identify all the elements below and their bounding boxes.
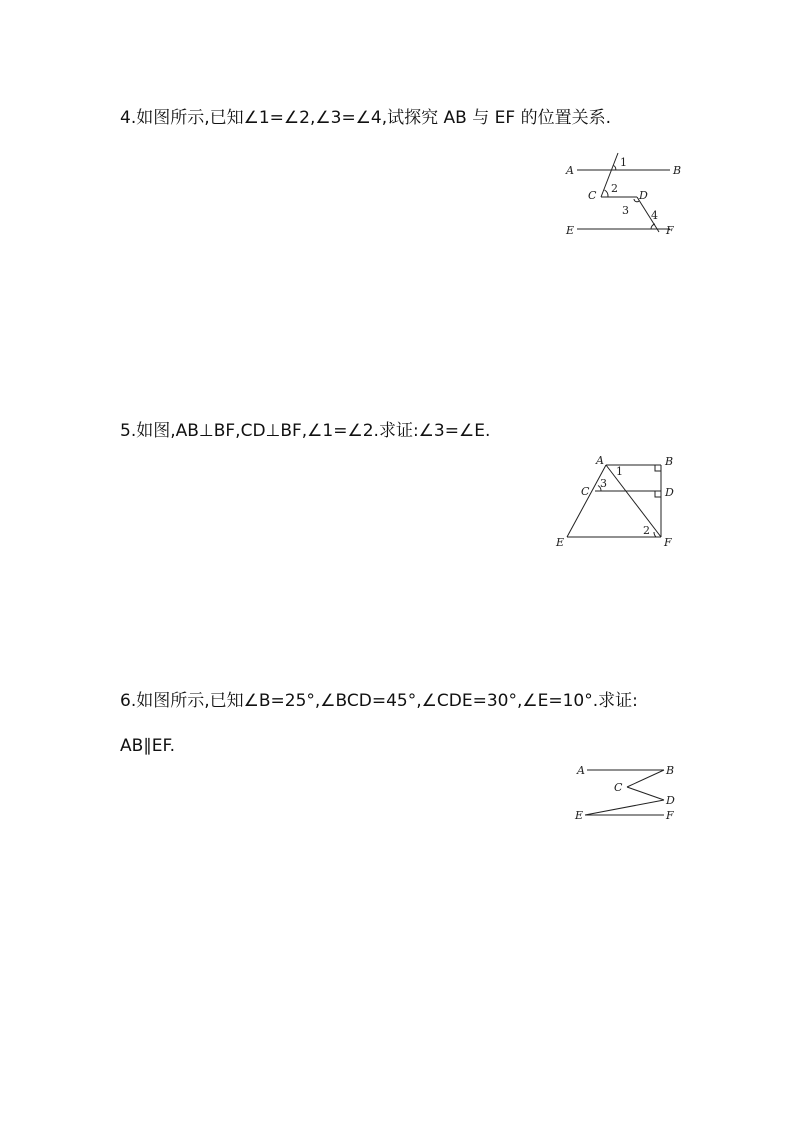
angle-2-arc bbox=[605, 190, 609, 197]
right-angle-d bbox=[655, 491, 661, 497]
question-6-text-line2: AB∥EF. bbox=[120, 736, 175, 756]
segment-de bbox=[585, 800, 664, 815]
point-f-label: F bbox=[666, 809, 674, 822]
point-d-label: D bbox=[639, 189, 648, 202]
angle-2-label: 2 bbox=[643, 524, 650, 537]
segment-cd bbox=[627, 787, 664, 800]
point-c-label: C bbox=[588, 189, 597, 202]
point-e-label: E bbox=[556, 536, 565, 549]
point-d-label: D bbox=[666, 794, 675, 807]
segment-bc bbox=[627, 770, 664, 787]
angle-2-label: 2 bbox=[611, 182, 618, 195]
point-e-label: E bbox=[575, 809, 584, 822]
question-4-text: 4.如图所示,已知∠1=∠2,∠3=∠4,试探究 AB 与 EF 的位置关系. bbox=[120, 108, 611, 128]
point-a-label: A bbox=[566, 164, 574, 177]
angle-1-arc bbox=[614, 166, 616, 170]
angle-1-label: 1 bbox=[616, 465, 623, 478]
point-f-label: F bbox=[664, 536, 672, 549]
point-b-label: B bbox=[665, 455, 674, 468]
question-5-figure bbox=[550, 450, 690, 550]
question-5-text: 5.如图,AB⊥BF,CD⊥BF,∠1=∠2.求证:∠3=∠E. bbox=[120, 421, 491, 441]
question-6-text-line1: 6.如图所示,已知∠B=25°,∠BCD=45°,∠CDE=30°,∠E=10°.求证: bbox=[120, 691, 638, 711]
point-c-label: C bbox=[614, 781, 623, 794]
point-f-label: F bbox=[666, 224, 674, 237]
question-6-figure bbox=[570, 760, 685, 825]
point-b-label: B bbox=[673, 164, 682, 177]
point-a-label: A bbox=[596, 454, 604, 467]
point-c-label: C bbox=[581, 485, 590, 498]
segment-af bbox=[606, 465, 661, 537]
question-4-figure bbox=[560, 150, 690, 240]
right-angle-b bbox=[655, 465, 661, 471]
angle-4-label: 4 bbox=[651, 209, 658, 222]
question-6-diagram bbox=[570, 760, 685, 825]
point-d-label: D bbox=[665, 486, 674, 499]
angle-1-label: 1 bbox=[620, 156, 627, 169]
question-4-diagram bbox=[560, 150, 690, 240]
angle-3-label: 3 bbox=[600, 477, 607, 490]
point-a-label: A bbox=[577, 764, 585, 777]
angle-3-label: 3 bbox=[622, 204, 629, 217]
point-e-label: E bbox=[566, 224, 575, 237]
angle-2-arc bbox=[654, 532, 656, 537]
question-5-diagram bbox=[550, 450, 690, 550]
point-b-label: B bbox=[666, 764, 675, 777]
segment-ae bbox=[567, 465, 606, 537]
